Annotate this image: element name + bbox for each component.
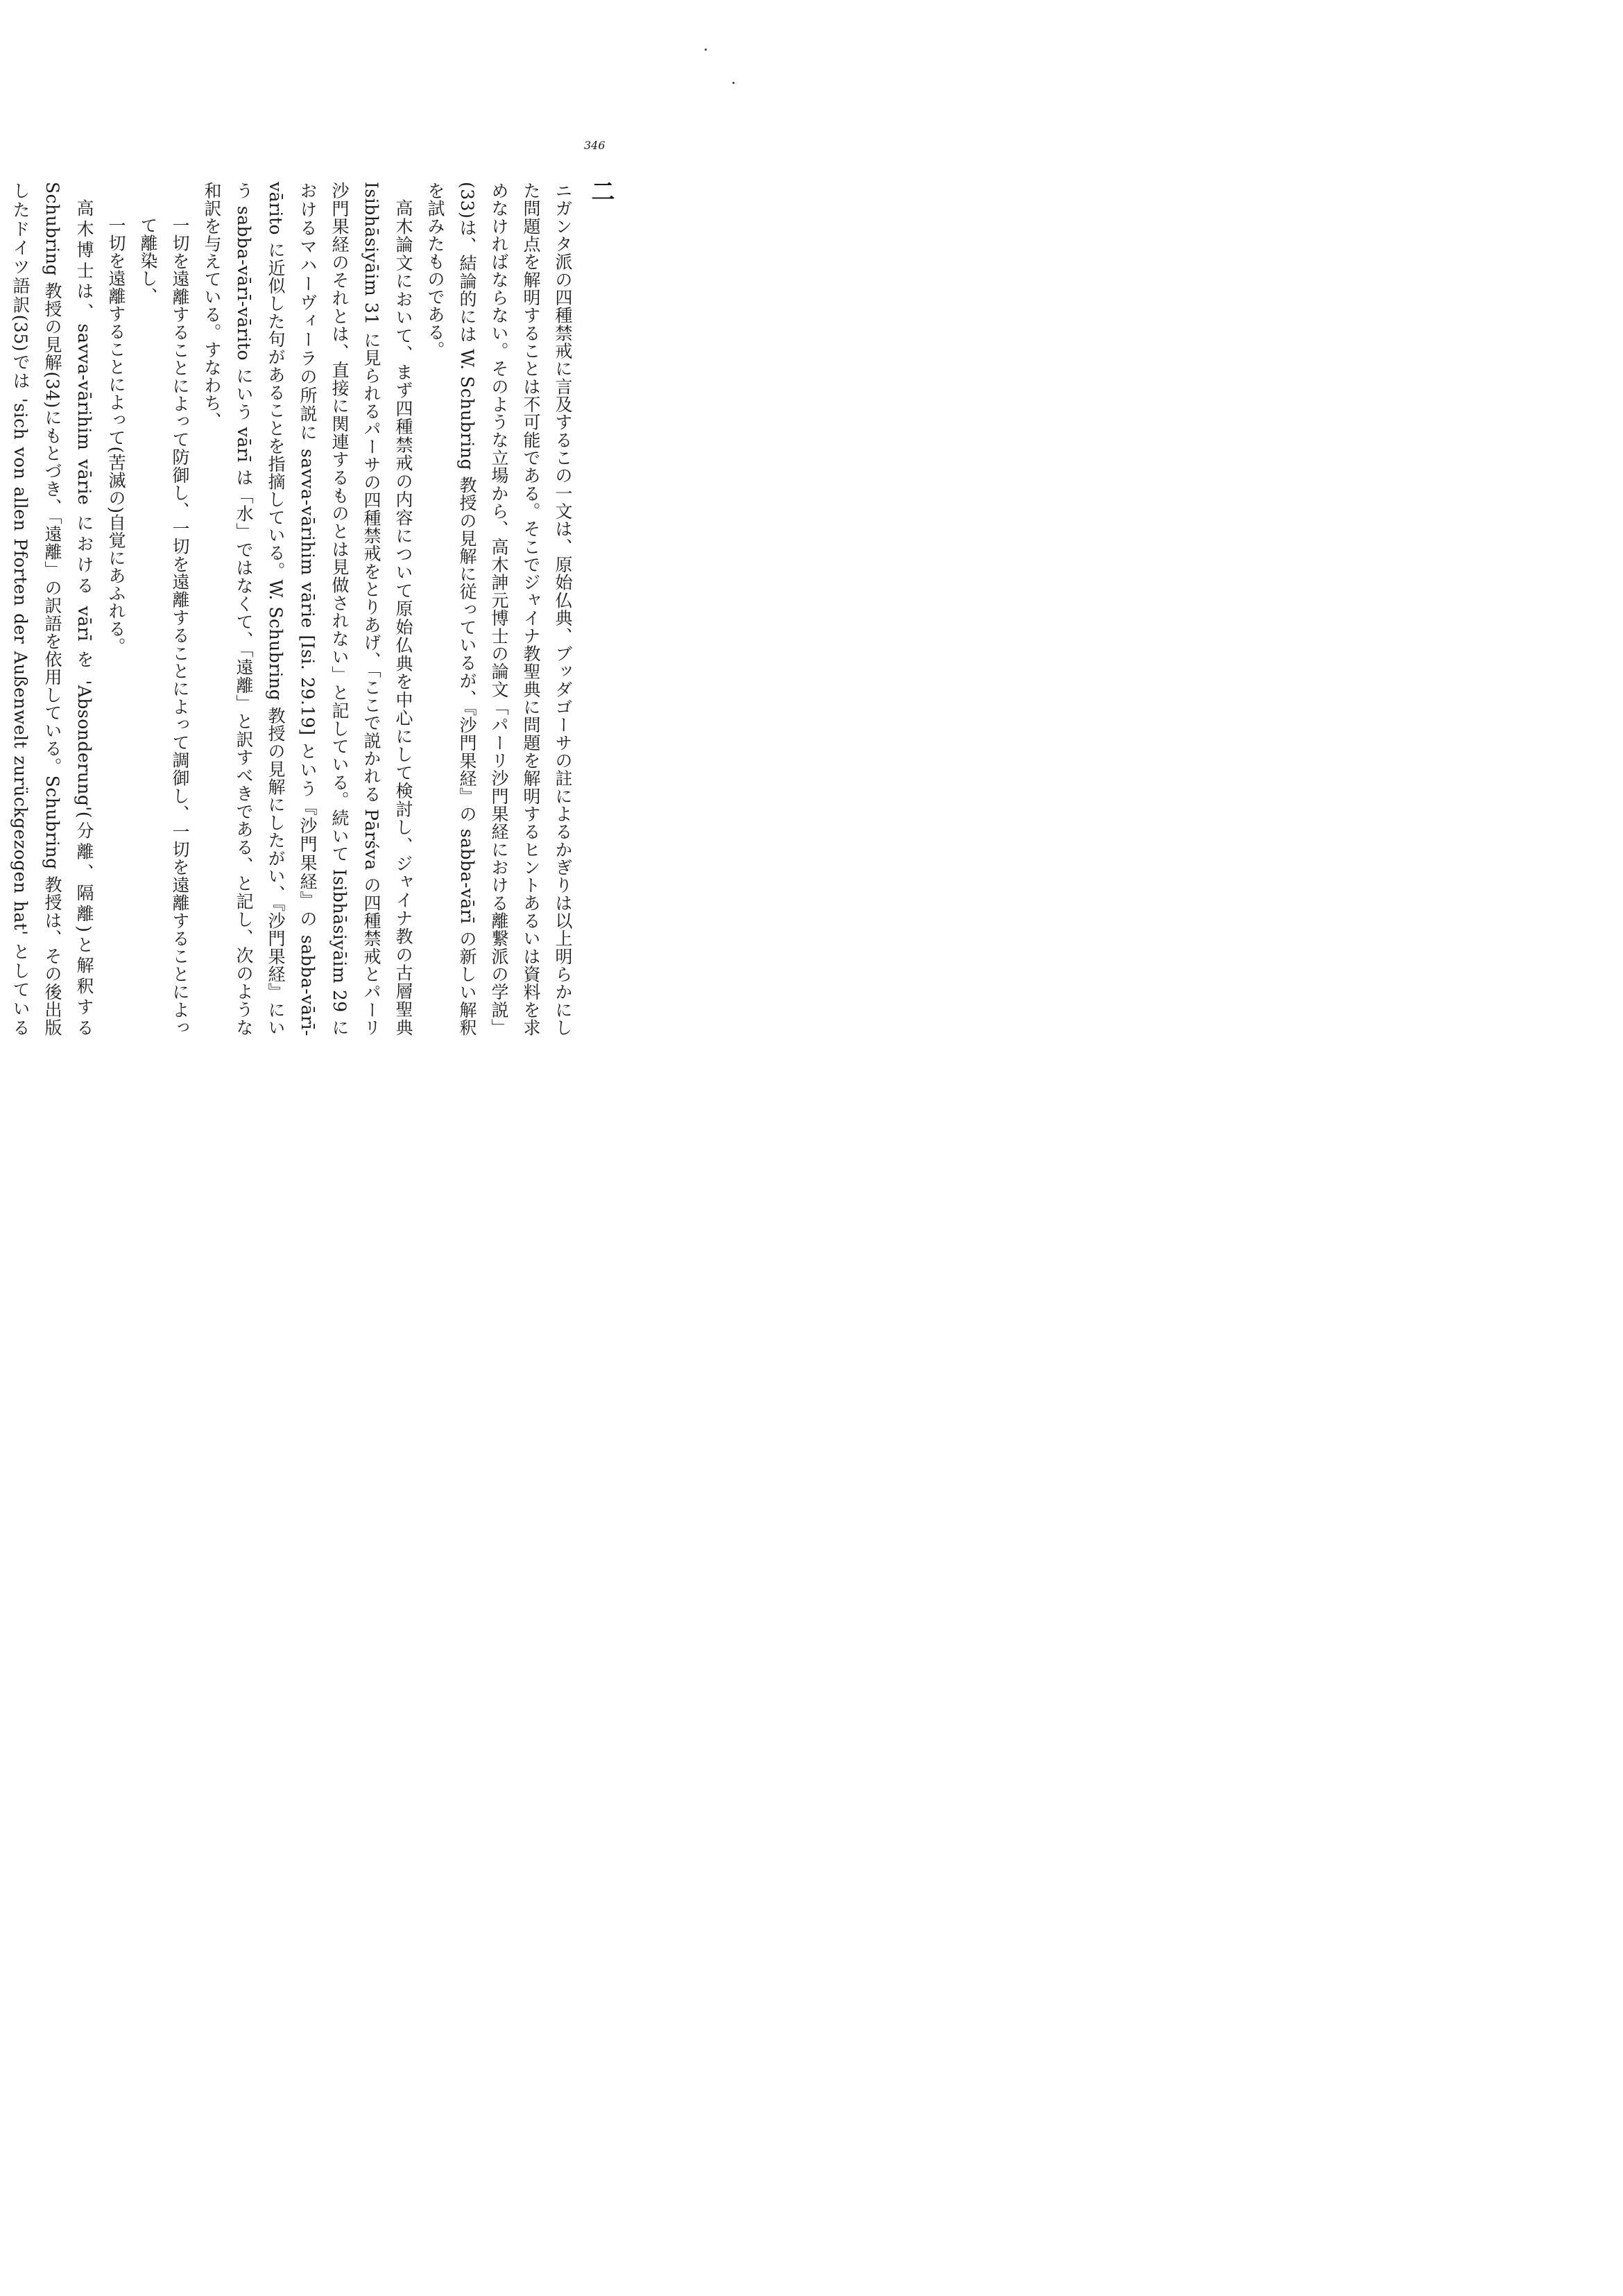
paragraph: 高木論文において、まず四種禁戒の内容について原始仏典を中心にして検討し、ジャイナ教の古層聖典 Isibhāsiyāim 31 に見られるパーサの四種禁戒をとりあげ、「ここで説かれる Pārśva の四種禁戒とパーリ沙門果経のそれとは、直接に関連するものとは見做されない」と記している。続いて Isibhāsiyāim 29 におけるマハーヴィーラの所説に savva-vārihim vārie [Isi. 29.19] という『沙門果経』の sabba-vārī-vārito に近似した句があることを指摘している。W. Schubring 教授の見解にしたがい、『沙門果経』にいう sabba-vārī-vārito にいう vārī は「水」ではなくて、「遠離」と訳すべきである、と記し、次のような和訳を与えている。すなわち、	[202, 182, 413, 1036]
block-quote-line: 一切を遠離することによって(苦滅の)自覚にあふれる。	[106, 216, 126, 656]
scan-speck	[705, 49, 707, 51]
paragraph: 高木博士は、savva-vārihim vārie における vārī を 'Absonderung'(分離、隔離)と解釈する Schubring 教授の見解(34)にもとづき、「遠離」の訳語を依用している。Schubring 教授は、その後出版したドイツ語訳(35)では 'sich von allen Pforten der Außenwelt zurückgezogen hat' としている	[10, 182, 94, 1036]
paragraph: ニガンタ派の四種禁戒に言及するこの一文は、原始仏典、ブッダゴーサの註によるかぎりは以上明らかにした問題点を解明することは不可能である。そこでジャイナ教聖典に問題を解明するヒントあるいは資料を求めなければならない。そのような立場から、高木訷元博士の論文「パーリ沙門果経における離繋派の学説」(33)は、結論的には W. Schubring 教授の見解に従っているが、『沙門果経』の sabba-vārī の新しい解釈を試みたものである。	[425, 182, 573, 1036]
page-number: 346	[584, 139, 606, 152]
section-heading: 二	[587, 179, 615, 203]
block-quote-line: 一切を遠離することによって防御し、一切を遠離することによって調御し、一切を遠離することによって離染し、	[138, 216, 190, 1036]
scan-speck	[732, 82, 735, 84]
body-text	[0, 182, 578, 1036]
